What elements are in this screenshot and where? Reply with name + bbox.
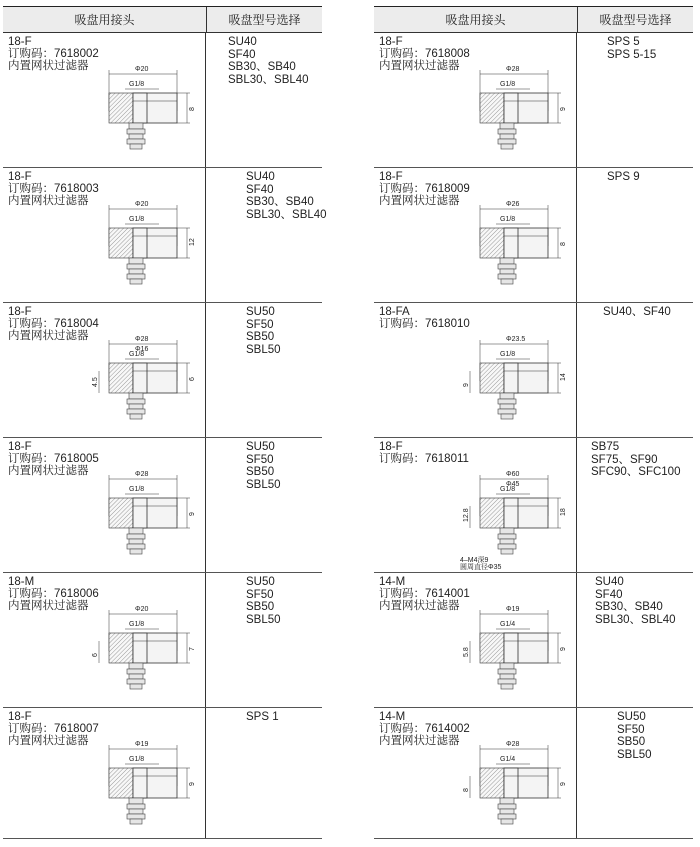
dim-diameter: Φ20 — [135, 201, 149, 208]
dim-thread: G1/8 — [129, 486, 145, 493]
model-item: SB30、SB40 — [246, 196, 314, 208]
model-item: SB75 — [591, 441, 620, 453]
connector-row — [3, 438, 322, 573]
connector-cell — [3, 303, 206, 437]
filter-note: 内置网状过滤器 — [379, 735, 460, 747]
model-list — [607, 171, 640, 184]
connector-drawing — [460, 456, 575, 571]
dim-diameter: Φ20 — [135, 606, 149, 613]
dim-height-2: 5.8 — [463, 647, 470, 657]
filter-note: 内置网状过滤器 — [379, 60, 460, 72]
order-code: 订购码：7614002 — [379, 723, 470, 735]
models-cell — [577, 303, 693, 437]
connector-row — [3, 303, 322, 438]
models-cell — [206, 438, 322, 572]
connector-type: 18-F — [8, 171, 32, 183]
connector-type: 18-M — [8, 576, 35, 588]
order-code: 订购码：7618011 — [379, 453, 469, 465]
connector-row — [374, 168, 693, 303]
connector-drawing — [89, 186, 204, 301]
dim-thread: G1/8 — [500, 81, 516, 88]
model-item: SU50 — [617, 711, 646, 723]
connector-table-right — [374, 6, 693, 839]
order-code: 订购码：7618008 — [379, 48, 470, 60]
models-cell — [577, 168, 693, 302]
model-list — [591, 441, 680, 479]
dim-thread: G1/8 — [129, 81, 145, 88]
model-list — [246, 441, 281, 491]
model-item: SBL30、SBL40 — [228, 73, 309, 86]
filter-note: 内置网状过滤器 — [8, 195, 89, 207]
dim-thread: G1/8 — [129, 621, 145, 628]
model-item: SBL50 — [246, 478, 281, 491]
connector-row — [374, 438, 693, 573]
header-models: 吸盘型号选择 — [599, 13, 672, 27]
model-item: SF75、SF90 — [591, 453, 658, 466]
model-item: SU50 — [246, 576, 275, 588]
models-cell — [206, 708, 322, 838]
model-list — [595, 576, 676, 626]
connector-row — [3, 168, 327, 303]
connector-info — [379, 306, 470, 330]
model-list — [246, 576, 281, 626]
dim-thread: G1/4 — [500, 756, 516, 763]
filter-note: 内置网状过滤器 — [379, 195, 460, 207]
connector-drawing — [460, 51, 575, 166]
connector-type: 14-M — [379, 711, 406, 723]
connector-info — [379, 36, 470, 72]
order-code: 订购码：7618005 — [8, 453, 99, 465]
connector-row — [374, 708, 693, 839]
order-code: 订购码：7618007 — [8, 723, 99, 735]
connector-drawing — [89, 591, 204, 706]
model-item: SBL30、SBL40 — [595, 613, 676, 626]
filter-note: 内置网状过滤器 — [379, 600, 460, 612]
model-item: SF40 — [246, 183, 274, 196]
connector-cell — [374, 438, 577, 572]
model-item: SU40 — [246, 171, 275, 183]
order-code: 订购码：7618009 — [379, 183, 470, 195]
connector-cell — [374, 708, 577, 838]
connector-cell — [3, 708, 206, 838]
order-code: 订购码：7614001 — [379, 588, 470, 600]
dim-diameter: Φ28 — [506, 66, 520, 73]
models-cell — [577, 708, 693, 838]
connector-drawing — [89, 321, 204, 436]
dim-height-2: 9 — [463, 383, 470, 387]
dim-thread: G1/8 — [500, 216, 516, 223]
filter-note: 内置网状过滤器 — [8, 735, 89, 747]
dim-height: 9 — [560, 782, 567, 786]
connector-cell — [374, 303, 577, 437]
order-code: 订购码：7618002 — [8, 48, 99, 60]
dim-diameter: Φ23.5 — [506, 336, 526, 343]
dim-diameter: Φ28 — [135, 471, 149, 478]
model-list — [246, 306, 281, 356]
connector-drawing — [460, 591, 575, 706]
filter-note: 内置网状过滤器 — [8, 465, 89, 477]
connector-drawing — [460, 321, 575, 436]
connector-info — [379, 711, 470, 747]
model-item: SB30、SB40 — [595, 601, 663, 613]
dim-height-2: 4.5 — [92, 377, 99, 387]
dim-height: 8 — [560, 242, 567, 246]
model-item: SBL50 — [246, 343, 281, 356]
dim-note-1: 4–M4深9 — [460, 557, 489, 564]
connector-row — [374, 33, 693, 168]
model-item: SB50 — [246, 466, 275, 478]
model-item: SPS 9 — [607, 171, 640, 183]
dim-diameter: Φ19 — [135, 741, 149, 748]
dim-diameter: Φ60 — [506, 471, 520, 478]
connector-type: 18-FA — [379, 306, 410, 318]
connector-cell — [3, 438, 206, 572]
model-list — [617, 711, 652, 761]
dim-diameter: Φ28 — [135, 336, 149, 343]
dim-note-2: 圆周直径Φ35 — [460, 564, 502, 571]
model-item: SPS 1 — [246, 711, 279, 723]
models-cell — [206, 168, 327, 302]
dim-height: 7 — [189, 647, 196, 651]
connector-info — [8, 711, 99, 747]
connector-info — [8, 306, 99, 342]
connector-info — [379, 441, 469, 465]
model-item: SBL30、SBL40 — [246, 208, 327, 221]
connector-drawing — [460, 186, 575, 301]
connector-row — [374, 573, 693, 708]
connector-type: 18-F — [379, 171, 403, 183]
dim-diameter-2: Φ45 — [506, 481, 520, 488]
connector-type: 14-M — [379, 576, 406, 588]
dim-height: 14 — [560, 373, 567, 381]
connector-type: 18-F — [8, 441, 32, 453]
dim-diameter: Φ19 — [506, 606, 520, 613]
dim-thread: G1/8 — [129, 756, 145, 763]
model-list — [228, 36, 309, 86]
dim-thread: G1/4 — [500, 621, 516, 628]
models-cell — [577, 33, 693, 167]
dim-thread: G1/8 — [500, 486, 516, 493]
model-list — [603, 306, 671, 319]
order-code: 订购码：7618010 — [379, 318, 470, 330]
connector-row — [374, 303, 693, 438]
dim-height: 8 — [189, 107, 196, 111]
connector-info — [8, 441, 99, 477]
dim-height: 9 — [189, 782, 196, 786]
dim-height: 9 — [189, 512, 196, 516]
connector-cell — [3, 168, 206, 302]
dim-thread: G1/8 — [500, 351, 516, 358]
model-item: SU40 — [595, 576, 624, 588]
models-cell — [577, 573, 693, 707]
connector-table-left — [3, 6, 327, 839]
model-item: SPS 5 — [607, 36, 640, 48]
models-cell — [577, 438, 693, 572]
connector-cell — [374, 168, 577, 302]
model-item: SF50 — [246, 588, 274, 601]
model-item: SBL50 — [617, 748, 652, 761]
dim-diameter: Φ26 — [506, 201, 520, 208]
connector-type: 18-F — [379, 441, 403, 453]
table-header — [3, 6, 322, 33]
model-item: SU50 — [246, 306, 275, 318]
filter-note: 内置网状过滤器 — [8, 60, 89, 72]
model-item: SF40 — [595, 588, 623, 601]
connector-info — [8, 171, 99, 207]
model-item: SB30、SB40 — [228, 61, 296, 73]
dim-height: 6 — [189, 377, 196, 381]
dim-height-2: 6 — [92, 653, 99, 657]
connector-type: 18-F — [8, 36, 32, 48]
order-code: 订购码：7618006 — [8, 588, 99, 600]
model-item: SU40、SF40 — [603, 306, 671, 318]
connector-info — [8, 36, 99, 72]
connector-cell — [374, 33, 577, 167]
filter-note: 内置网状过滤器 — [8, 330, 89, 342]
models-cell — [206, 33, 322, 167]
model-item: SBL50 — [246, 613, 281, 626]
connector-info — [379, 171, 470, 207]
model-item: SFC90、SFC100 — [591, 466, 681, 478]
model-item: SB50 — [246, 331, 275, 343]
order-code: 订购码：7618004 — [8, 318, 99, 330]
connector-cell — [3, 573, 206, 707]
dim-height: 12 — [189, 238, 196, 246]
connector-drawing — [89, 51, 204, 166]
model-item: SF40 — [228, 48, 256, 61]
model-item: SPS 5-15 — [607, 48, 657, 61]
dim-diameter: Φ28 — [506, 741, 520, 748]
header-models: 吸盘型号选择 — [228, 13, 301, 27]
header-connector: 吸盘用接头 — [374, 7, 578, 32]
connector-drawing — [89, 726, 204, 841]
model-item: SF50 — [617, 723, 645, 736]
filter-note: 内置网状过滤器 — [8, 600, 89, 612]
connector-row — [3, 33, 322, 168]
dim-thread: G1/8 — [129, 351, 145, 358]
connector-type: 18-F — [8, 711, 32, 723]
model-item: SU50 — [246, 441, 275, 453]
connector-type: 18-F — [8, 306, 32, 318]
connector-type: 18-F — [379, 36, 403, 48]
dim-height-2: 8 — [463, 788, 470, 792]
connector-row — [3, 573, 322, 708]
connector-info — [8, 576, 99, 612]
dim-height-2: 12.8 — [463, 508, 470, 522]
connector-cell — [3, 33, 206, 167]
model-item: SU40 — [228, 36, 257, 48]
connector-drawing — [89, 456, 204, 571]
model-item: SF50 — [246, 318, 274, 331]
model-list — [246, 711, 279, 724]
model-list — [607, 36, 656, 61]
connector-drawing — [460, 726, 575, 841]
connector-row — [3, 708, 322, 839]
order-code: 订购码：7618003 — [8, 183, 99, 195]
dim-height: 9 — [560, 107, 567, 111]
models-cell — [206, 573, 322, 707]
dim-diameter-2: Φ16 — [135, 346, 149, 353]
model-item: SB50 — [617, 736, 646, 748]
model-item: SB50 — [246, 601, 275, 613]
dim-height: 18 — [560, 508, 567, 516]
dim-thread: G1/8 — [129, 216, 145, 223]
header-connector: 吸盘用接头 — [3, 7, 207, 32]
dim-diameter: Φ20 — [135, 66, 149, 73]
models-cell — [206, 303, 322, 437]
connector-info — [379, 576, 470, 612]
model-list — [246, 171, 327, 221]
model-item: SF50 — [246, 453, 274, 466]
table-header — [374, 6, 693, 33]
connector-cell — [374, 573, 577, 707]
dim-height: 9 — [560, 647, 567, 651]
